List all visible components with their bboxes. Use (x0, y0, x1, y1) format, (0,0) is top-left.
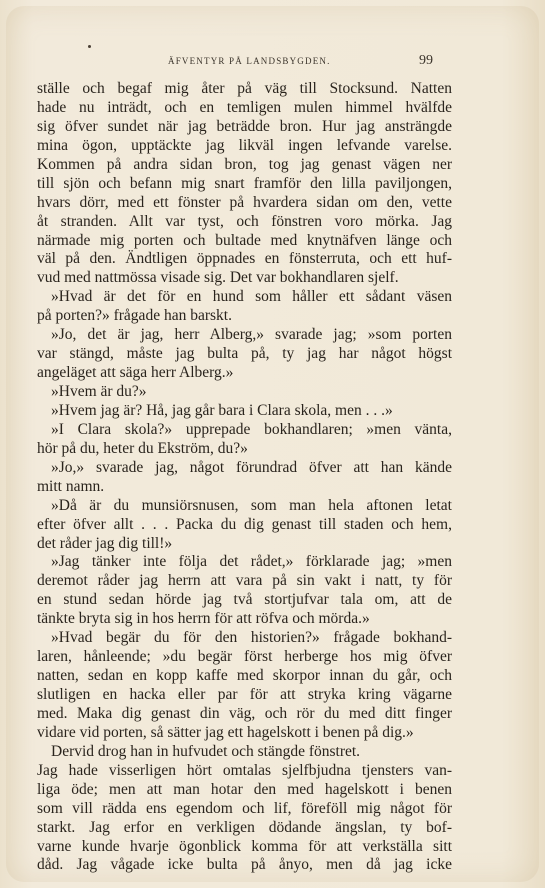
text-line: som vill rädda ens egendom och lif, föreföll mig något för (37, 799, 452, 817)
text-line: efter öfver allt . . . Packa du dig genast till staden och hem, (37, 515, 452, 533)
text-line: liga öde; men att man hotar den med hagelskott i benen (37, 780, 452, 798)
text-line: »Hvem är du?» (51, 383, 147, 400)
text-line: väl på den. Ändtligen öppnades en fönsterruta, och ett huf- (37, 250, 452, 268)
text-line: ställe och begaf mig åter på väg till Stocksund. Natten (37, 80, 452, 97)
text-line: hade nu inträdt, och en temligen mulen himmel hvälfde (37, 98, 452, 116)
text-line: på porten?» frågade han barskt. (37, 307, 232, 325)
text-line: slutligen en hacka eller par för att stryka kring vägarne (37, 686, 452, 703)
text-line: Dervid drog han in hufvudet och stängde fönstret. (51, 742, 361, 760)
text-line: tänkte bryta sig in hos herrn för att röfva och mörda.» (37, 610, 370, 628)
text-line: laren, hånleende; »du begär först herberge hos mig öfver (37, 648, 452, 666)
text-line: till sjön och befann mig snart framför den lilla paviljongen, (37, 174, 452, 192)
page-header (0, 53, 545, 72)
text-line: »Jag tänker inte följa det rådet,» förklarade jag; »men (51, 553, 452, 571)
text-line: hvars dörr, med ett fönster på hvardera sidan om den, vette (37, 193, 452, 211)
text-line: Jag hade visserligen hört omtalas sjelfbjudna tjensters van- (37, 761, 452, 779)
text-line: »Hvad är det för en hund som håller ett sådant väsen (51, 288, 452, 306)
text-line: Kommen på andra sidan bron, tog jag genast vägen ner (37, 155, 452, 173)
page-number: 99 (419, 53, 433, 68)
text-line: »Hvad begär du för den historien?» frågade bokhand- (51, 629, 452, 647)
text-line: sig öfver sundet när jag beträdde bron. Hur jag ansträngde (37, 117, 452, 135)
print-speck (88, 45, 91, 48)
text-line: med. Maka dig genast din väg, och rör du med ditt finger (37, 704, 452, 722)
text-line: natten, sedan en kopp kaffe med skorpor innan du går, och (37, 667, 452, 685)
text-line: »Hvem jag är? Hå, jag går bara i Clara skola, men . . .» (51, 401, 393, 419)
text-line: varne kunde hvarje ögonblick komma för att verkställa sitt (37, 837, 452, 855)
text-line: åt stranden. Allt var tyst, och fönstren voro mörka. Jag (37, 212, 452, 230)
text-line: dåd. Jag vågade icke bulta på ånyo, men då jag icke (37, 856, 452, 874)
text-line: deremot råder jag herrn att vara på sin vakt i natt, ty för (37, 572, 452, 590)
text-line: »Då är du munsiörsnusen, som man hela aftonen letat (51, 496, 452, 514)
text-line: hör på du, heter du Ekström, du?» (37, 439, 248, 457)
text-line: närmade mig porten och bultade med knytnäfven länge och (37, 231, 452, 249)
text-line: vud med nattmössa visade sig. Det var bokhandlaren sjelf. (37, 269, 399, 287)
text-line: starkt. Jag erfor en verkligen dödande ängslan, ty bof- (37, 818, 452, 836)
text-line: angeläget att säga herr Alberg.» (37, 364, 234, 382)
text-line: vidare vid porten, så sätter jag ett hagelskott i benen på dig.» (37, 723, 414, 741)
text-line: »Jo, det är jag, herr Alberg,» svarade jag; »som porten (51, 326, 452, 344)
text-line: en stund sedan hörde jag två stortjufvar tala om, att de (37, 591, 452, 609)
text-line: »Jo,» svarade jag, något förundrad öfver att han kände (51, 458, 452, 476)
text-line: mina ögon, upptäckte jag likväl ingen lefvande varelse. (37, 136, 452, 154)
text-line: »I Clara skola?» upprepade bokhandlaren; »men vänta, (51, 420, 452, 438)
text-line: var stängd, måste jag bulta på, ty jag har något högst (37, 345, 452, 363)
body-text (37, 80, 452, 875)
running-title: ÄFVENTYR PÅ LANDSBYGDEN. (168, 56, 331, 66)
text-line: det råder jag dig till!» (37, 534, 173, 552)
text-line: mitt namn. (37, 477, 105, 495)
